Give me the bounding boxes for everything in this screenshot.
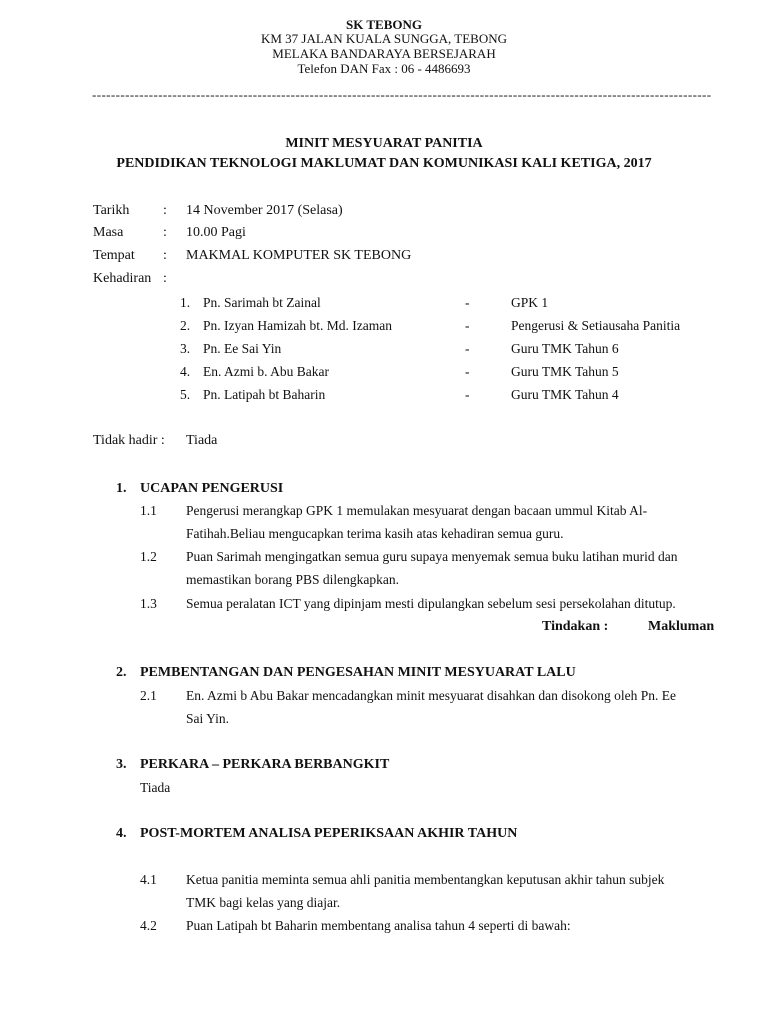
item-number: 1.3 [140,596,157,611]
attendee-number: 2. [180,318,191,333]
attendee-dash: - [465,364,470,379]
item-text: Pengerusi merangkap GPK 1 memulakan mesyuarat dengan bacaan ummul Kitab Al- [186,503,648,518]
time-label: Masa [93,225,124,240]
section-heading: UCAPAN PENGERUSI [140,481,284,496]
header-divider: ----------------------------------------------------------------------------------------------------------------------------------- [92,87,712,102]
attendee-number: 5. [180,387,191,402]
absent-value: Tiada [186,433,218,448]
attendee-name: En. Azmi b. Abu Bakar [203,364,329,379]
item-number: 4.1 [140,872,157,887]
item-text: Semua peralatan ICT yang dipinjam mesti dipulangkan sebelum sesi persekolahan ditutup. [186,596,676,611]
school-name: SK TEBONG [346,17,422,32]
attendee-role: Pengerusi & Setiausaha Panitia [511,318,681,333]
absent-label: Tidak hadir : [93,433,165,448]
action-label: Tindakan : [542,619,609,634]
attendee-role: Guru TMK Tahun 5 [511,364,619,379]
item-text: memastikan borang PBS dilengkapkan. [186,572,399,587]
item-text: Puan Sarimah mengingatkan semua guru supaya menyemak semua buku latihan murid dan [186,549,678,564]
address-line-2: MELAKA BANDARAYA BERSEJARAH [272,46,496,61]
attendee-role: Guru TMK Tahun 6 [511,341,619,356]
attendee-dash: - [465,341,470,356]
time-value: 10.00 Pagi [186,225,246,240]
attendee-name: Pn. Ee Sai Yin [203,341,282,356]
attendee-name: Pn. Izyan Hamizah bt. Md. Izaman [203,318,392,333]
attendee-role: Guru TMK Tahun 4 [511,387,619,402]
attendee-number: 4. [180,364,191,379]
section-body: Tiada [140,780,171,795]
attendee-name: Pn. Latipah bt Baharin [203,387,326,402]
attendee-dash: - [465,318,470,333]
item-text: En. Azmi b Abu Bakar mencadangkan minit mesyuarat disahkan dan disokong oleh Pn. Ee [186,688,677,703]
time-colon: : [163,225,167,240]
phone-fax: Telefon DAN Fax : 06 - 4486693 [297,61,471,76]
section-number: 4. [116,826,127,841]
item-text: TMK bagi kelas yang diajar. [186,895,341,910]
venue-label: Tempat [93,248,135,263]
section-heading: PEMBENTANGAN DAN PENGESAHAN MINIT MESYUARAT LALU [140,665,576,680]
attendee-dash: - [465,295,470,310]
item-number: 1.2 [140,549,157,564]
item-number: 4.2 [140,918,157,933]
attendee-number: 1. [180,295,191,310]
venue-colon: : [163,248,167,263]
section-heading: POST-MORTEM ANALISA PEPERIKSAAN AKHIR TAHUN [140,826,518,841]
attendance-label: Kehadiran [93,271,152,286]
date-value: 14 November 2017 (Selasa) [186,203,343,218]
item-text: Fatihah.Beliau mengucapkan terima kasih atas kehadiran semua guru. [186,526,564,541]
attendance-colon: : [163,271,167,286]
attendee-name: Pn. Sarimah bt Zainal [203,295,321,310]
item-text: Sai Yin. [186,711,230,726]
action-value: Makluman [648,619,715,634]
document-subtitle: PENDIDIKAN TEKNOLOGI MAKLUMAT DAN KOMUNIKASI KALI KETIGA, 2017 [116,156,652,171]
section-heading: PERKARA – PERKARA BERBANGKIT [140,757,390,772]
item-text: Ketua panitia meminta semua ahli panitia membentangkan keputusan akhir tahun subjek [186,872,665,887]
section-number: 3. [116,757,127,772]
attendee-dash: - [465,387,470,402]
document-title: MINIT MESYUARAT PANITIA [285,136,483,151]
section-number: 1. [116,481,127,496]
item-number: 2.1 [140,688,157,703]
item-text: Puan Latipah bt Baharin membentang analisa tahun 4 seperti di bawah: [186,918,571,933]
venue-value: MAKMAL KOMPUTER SK TEBONG [186,248,412,263]
date-colon: : [163,203,167,218]
attendee-number: 3. [180,341,191,356]
section-number: 2. [116,665,127,680]
date-label: Tarikh [93,203,130,218]
address-line-1: KM 37 JALAN KUALA SUNGGA, TEBONG [260,31,508,46]
item-number: 1.1 [140,503,157,518]
attendee-role: GPK 1 [511,295,549,310]
